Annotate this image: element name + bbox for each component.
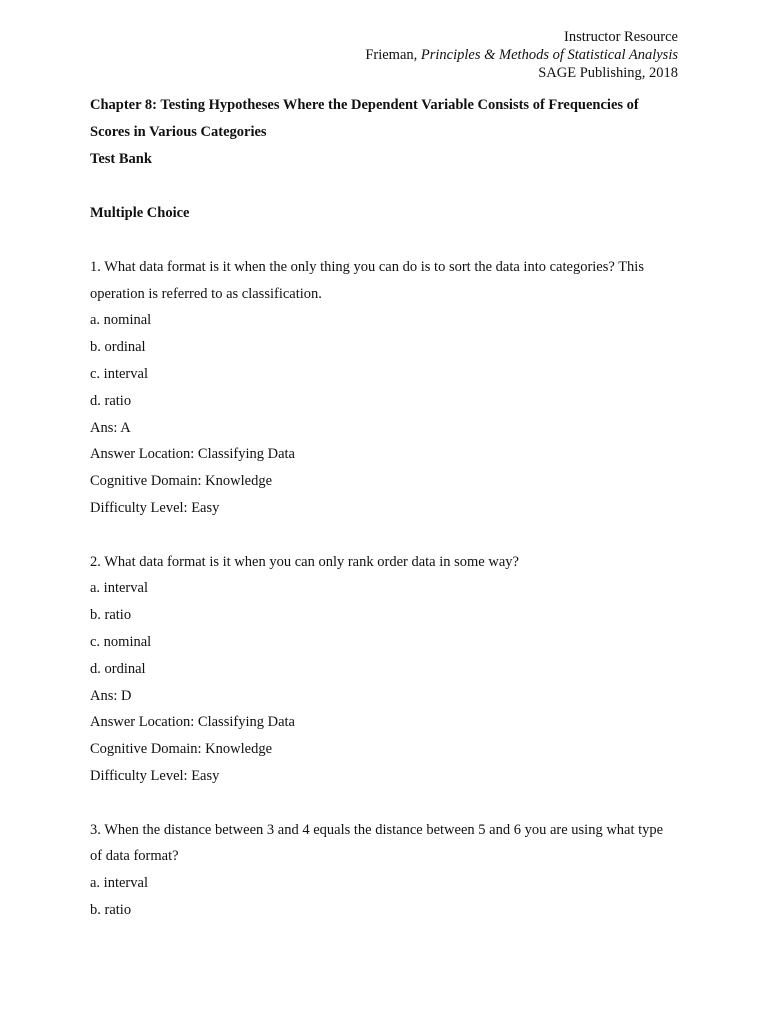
answer-location: Answer Location: Classifying Data xyxy=(90,714,295,731)
question-text: 1. What data format is it when the only thing you can do is to sort the data into categories? This operation is referred to as classification. xyxy=(90,258,644,302)
option-d: d. ratio xyxy=(90,392,132,409)
header-book-title: Principles & Methods of Statistical Analysis xyxy=(420,47,678,63)
chapter-title: Chapter 8: Testing Hypotheses Where the Dependent Variable Consists of Frequencies of Scores in Various Categories xyxy=(90,97,639,140)
option-b: b. ordinal xyxy=(90,339,146,356)
test-bank-label: Test Bank xyxy=(90,151,152,167)
question-1 xyxy=(90,254,678,522)
option-c: c. nominal xyxy=(90,633,152,650)
question-2 xyxy=(90,549,678,790)
question-text: 3. When the distance between 3 and 4 equals the distance between 5 and 6 you are using what type of data format? xyxy=(90,821,664,865)
page-header xyxy=(90,28,678,82)
header-citation xyxy=(90,46,678,64)
option-a: a. interval xyxy=(90,875,148,892)
option-a: a. nominal xyxy=(90,312,152,329)
option-b: b. ratio xyxy=(90,607,132,624)
option-b: b. ratio xyxy=(90,901,132,918)
question-3 xyxy=(90,817,678,924)
difficulty-level: Difficulty Level: Easy xyxy=(90,767,220,784)
header-resource: Instructor Resource xyxy=(564,29,678,45)
answer-location: Answer Location: Classifying Data xyxy=(90,446,295,463)
option-d: d. ordinal xyxy=(90,660,146,677)
answer: Ans: D xyxy=(90,687,132,704)
question-text: 2. What data format is it when you can only rank order data in some way? xyxy=(90,553,519,570)
chapter-title-block xyxy=(90,92,678,173)
option-c: c. interval xyxy=(90,365,148,382)
option-a: a. interval xyxy=(90,580,148,597)
cognitive-domain: Cognitive Domain: Knowledge xyxy=(90,473,273,490)
header-author: Frieman, xyxy=(365,47,421,63)
cognitive-domain: Cognitive Domain: Knowledge xyxy=(90,741,273,758)
difficulty-level: Difficulty Level: Easy xyxy=(90,499,220,516)
document-page xyxy=(90,28,678,924)
answer: Ans: A xyxy=(90,419,131,436)
section-heading: Multiple Choice xyxy=(90,205,190,221)
header-publisher: SAGE Publishing, 2018 xyxy=(538,65,678,81)
